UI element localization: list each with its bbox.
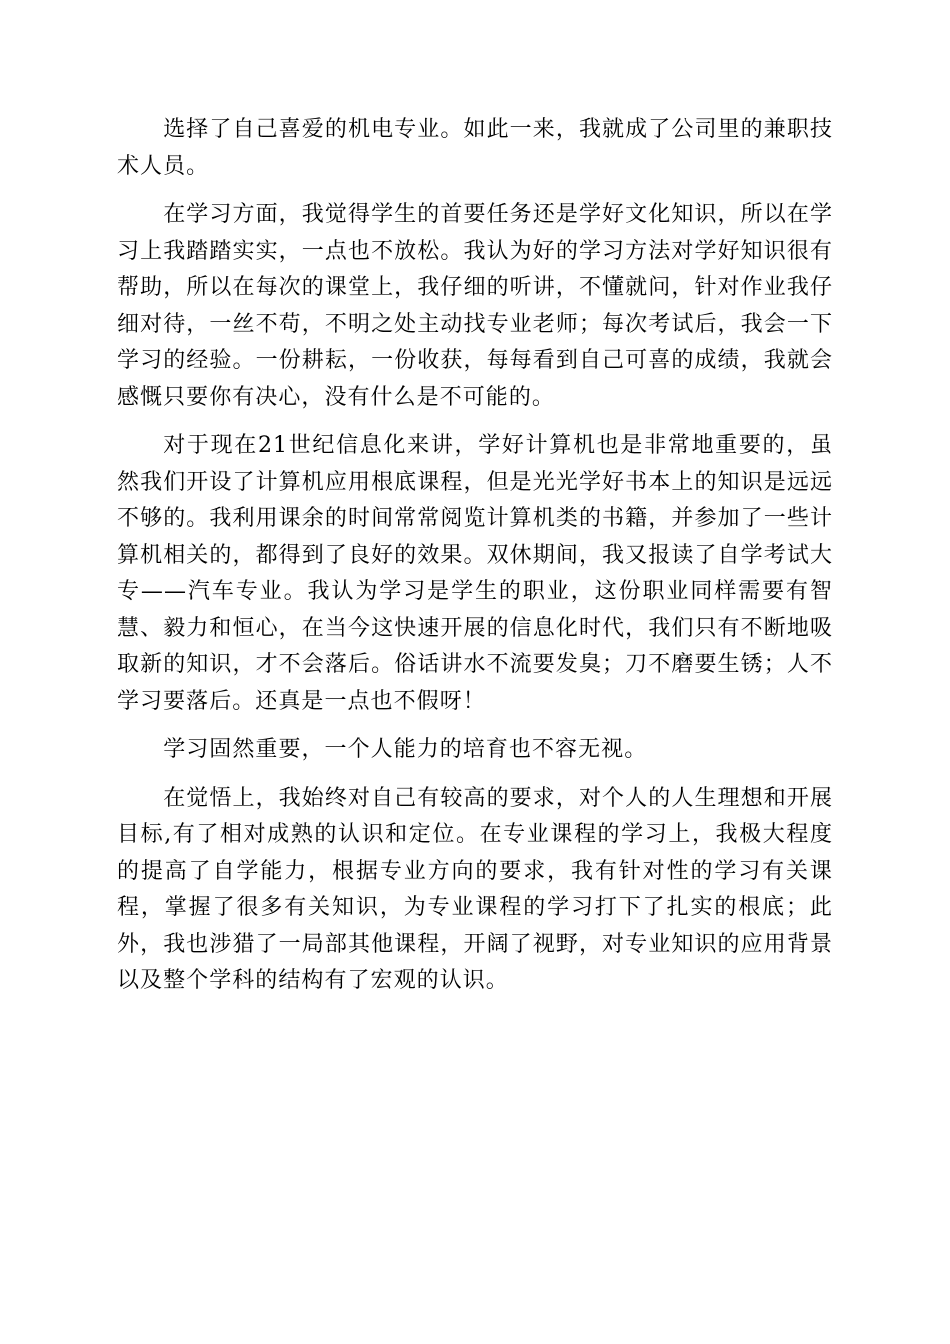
paragraph-3: 对于现在21世纪信息化来讲，学好计算机也是非常地重要的，虽然我们开设了计算机应用根底课程，但是光光学好书本上的知识是远远不够的。我利用课余的时间常常阅览计算机类的书籍，并参加了一些计算机相关的，都得到了良好的效果。双休期间，我又报读了自学考试大专——汽车专业。我认为学习是学生的职业，这份职业同样需要有智慧、毅力和恒心，在当今这快速开展的信息化时代，我们只有不断地吸取新的知识，才不会落后。俗话讲水不流要发臭；刀不磨要生锈；人不学习要落后。还真是一点也不假呀！ xyxy=(117,433,833,714)
paragraph-1: 选择了自己喜爱的机电专业。如此一来，我就成了公司里的兼职技术人员。 xyxy=(117,117,833,179)
paragraph-5: 在觉悟上，我始终对自己有较高的要求，对个人的人生理想和开展目标,有了相对成熟的认识和定位。在专业课程的学习上，我极大程度的提高了自学能力，根据专业方向的要求，我有针对性的学习有关课程，掌握了很多有关知识，为专业课程的学习打下了扎实的根底；此外，我也涉猎了一局部其他课程，开阔了视野，对专业知识的应用背景以及整个学科的结构有了宏观的认识。 xyxy=(117,785,833,993)
paragraph-2: 在学习方面，我觉得学生的首要任务还是学好文化知识，所以在学习上我踏踏实实，一点也不放松。我认为好的学习方法对学好知识很有帮助，所以在每次的课堂上，我仔细的听讲，不懂就问，针对作业我仔细对待，一丝不苟，不明之处主动找专业老师；每次考试后，我会一下学习的经验。一份耕耘，一份收获，每每看到自己可喜的成绩，我就会感慨只要你有决心，没有什么是不可能的。 xyxy=(117,202,833,410)
document-page xyxy=(117,112,833,1012)
paragraph-4: 学习固然重要，一个人能力的培育也不容无视。 xyxy=(163,737,648,762)
